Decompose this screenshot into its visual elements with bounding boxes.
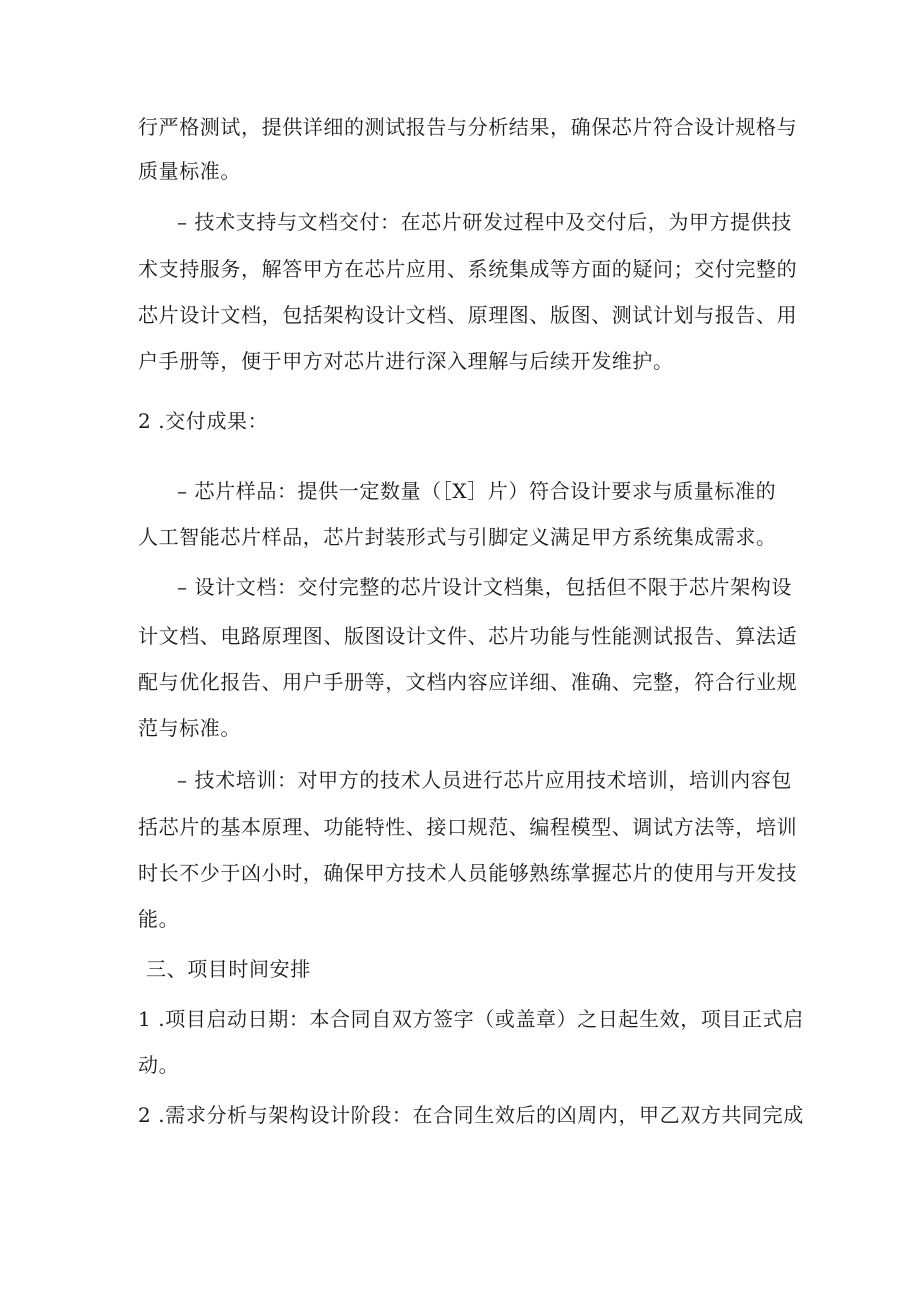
list-item-design-docs: – 设计文档：交付完整的芯片设计文档集，包括但不限于芯片架构设 [177,575,792,599]
list-item-tech-support: – 技术支持与文档交付：在芯片研发过程中及交付后，为甲方提供技 [177,210,792,234]
body-text-line: 质量标准。 [138,159,241,183]
body-text-line: 术支持服务，解答甲方在芯片应用、系统集成等方面的疑问；交付完整的 [138,257,798,281]
section-heading-schedule: 三、项目时间安排 [146,957,311,981]
section-heading-deliverables: 2 .交付成果： [138,409,269,433]
body-text-line: 行严格测试，提供详细的测试报告与分析结果，确保芯片符合设计规格与 [138,115,798,139]
body-text-line: 括芯片的基本原理、功能特性、接口规范、编程模型、调试方法等，培训 [138,815,798,839]
body-text-line: 人工智能芯片样品，芯片封装形式与引脚定义满足甲方系统集成需求。 [138,525,777,549]
body-text-line: 配与优化报告、用户手册等，文档内容应详细、准确、完整，符合行业规 [138,670,798,694]
body-text-line: 芯片设计文档，包括架构设计文档、原理图、版图、测试计划与报告、用 [138,303,798,327]
body-text-line: 户手册等，便于甲方对芯片进行深入理解与后续开发维护。 [138,349,674,373]
list-item-chip-samples: – 芯片样品：提供一定数量（［X］片）符合设计要求与质量标准的 [177,479,777,503]
schedule-item-design-phase: 2 .需求分析与架构设计阶段：在合同生效后的凶周内，甲乙双方共同完成 [138,1103,804,1127]
schedule-item-start: 1 .项目启动日期：本合同自双方签字（或盖章）之日起生效，项目正式启 [138,1007,804,1031]
body-text-line: 范与标准。 [138,716,241,740]
body-text-line: 能。 [138,907,180,931]
body-text-line: 动。 [138,1053,180,1077]
list-item-tech-training: – 技术培训：对甲方的技术人员进行芯片应用技术培训，培训内容包 [177,768,792,792]
body-text-line: 计文档、电路原理图、版图设计文件、芯片功能与性能测试报告、算法适 [138,624,798,648]
body-text-line: 时长不少于凶小时，确保甲方技术人员能够熟练掌握芯片的使用与开发技 [138,861,798,885]
